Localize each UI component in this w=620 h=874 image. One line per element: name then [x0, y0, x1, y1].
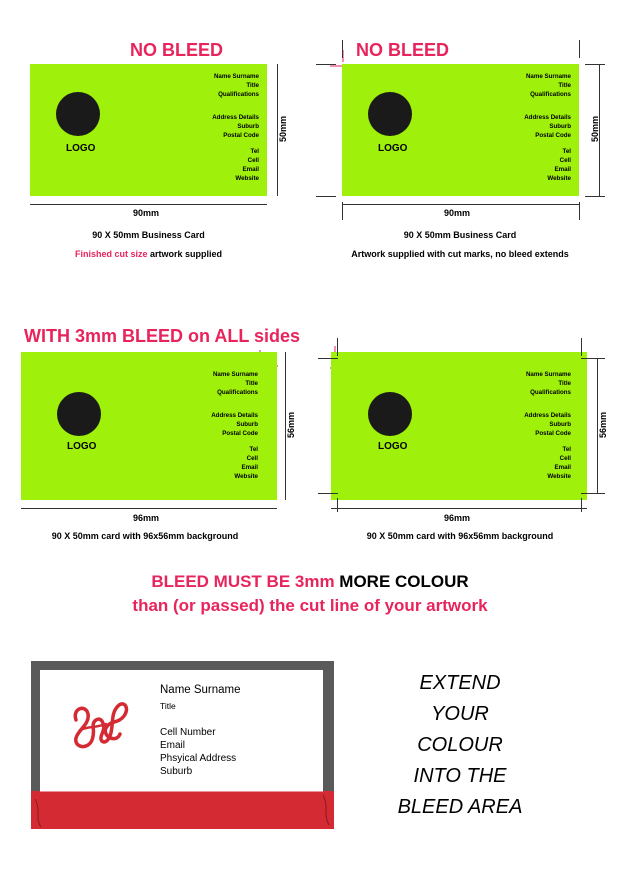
card-tel: Tel	[250, 148, 259, 155]
cut-mark	[585, 64, 605, 65]
card-qualifications: Qualifications	[218, 91, 259, 98]
height-label-56: 56mm	[286, 411, 297, 439]
width-label-96: 96mm	[444, 513, 471, 523]
cut-mark	[318, 358, 338, 359]
card-suburb: Suburb	[237, 123, 259, 130]
extend-line3: COLOUR	[417, 734, 503, 756]
height-label-50: 50mm	[278, 115, 289, 143]
caption-card2-line1: 90 X 50mm Business Card	[403, 230, 517, 240]
logo-label: LOGO	[378, 441, 408, 452]
cut-mark	[581, 338, 582, 356]
height-label-50: 50mm	[590, 115, 601, 143]
sample-cell: Cell Number	[160, 727, 216, 738]
sample-address: Phsyical Address	[160, 753, 237, 764]
caption-card1-line2: Finished cut size artwork supplied	[74, 249, 223, 259]
width-dimension-line	[21, 508, 277, 509]
business-card-no-bleed	[30, 64, 267, 196]
cut-mark	[337, 338, 338, 356]
sample-card-frame	[31, 661, 334, 829]
cut-mark	[337, 498, 338, 512]
no-bleed-heading-1: NO BLEED	[130, 40, 224, 60]
bleed-rule-pink: BLEED MUST BE 3mm	[151, 572, 340, 591]
card-postal: Postal Code	[223, 132, 259, 139]
cut-mark	[581, 358, 605, 359]
cut-mark	[581, 493, 605, 494]
extend-line5: BLEED AREA	[397, 796, 523, 818]
bleed-rule-line1	[0, 572, 620, 592]
caption-card2-line2: Artwork supplied with cut marks, no bleed extends	[351, 249, 569, 259]
logo-circle-icon	[368, 392, 412, 436]
width-label-90: 90mm	[133, 208, 160, 218]
logo-circle-icon	[57, 392, 101, 436]
business-card-with-bleed	[21, 352, 277, 500]
card-details: Name Surname Title Qualifications Address Details Suburb Postal Code Tel Cell Email Website	[211, 371, 258, 480]
card-name: Name Surname	[213, 73, 259, 80]
cut-mark	[342, 40, 343, 58]
card-address: Address Details	[212, 114, 259, 121]
cut-mark	[579, 202, 580, 220]
sample-email: Email	[160, 740, 186, 751]
logo-label: LOGO	[66, 143, 96, 154]
caption-card4: 90 X 50mm card with 96x56mm background	[366, 531, 554, 541]
width-label-90: 90mm	[444, 208, 471, 218]
cut-mark	[316, 64, 336, 65]
logo-circle-icon	[56, 92, 100, 136]
sample-name: Name Surname	[160, 684, 241, 696]
bleed-rule-black: MORE COLOUR	[339, 572, 469, 591]
card-title: Title	[246, 82, 259, 89]
card-cell: Cell	[247, 157, 259, 164]
business-card-cut-marks	[342, 64, 579, 196]
sample-suburb: Suburb	[160, 766, 193, 777]
logo-circle-icon	[368, 92, 412, 136]
caption-finished-cut-size: Finished cut size	[74, 249, 148, 259]
width-label-96: 96mm	[133, 513, 160, 523]
card-website: Website	[235, 175, 259, 182]
bleed-edge-decoration	[31, 789, 334, 829]
card-email: Email	[242, 166, 259, 173]
bleed-rule-line2: than (or passed) the cut line of your artwork	[132, 596, 488, 615]
cut-mark	[581, 498, 582, 512]
caption-card3: 90 X 50mm card with 96x56mm background	[51, 531, 239, 541]
sample-title: Title	[160, 701, 176, 711]
extend-line1: EXTEND	[419, 672, 501, 694]
width-dimension-line	[331, 508, 587, 509]
extend-line4: INTO THE	[413, 765, 507, 787]
cut-mark	[585, 196, 605, 197]
height-label-56: 56mm	[598, 411, 609, 439]
card-details: Name Surname Title Qualifications Address Details Suburb Postal Code Tel Cell Email Website	[524, 371, 571, 480]
width-dimension-line	[30, 204, 267, 205]
with-bleed-heading: WITH 3mm BLEED on ALL sides	[24, 326, 301, 346]
logo-label: LOGO	[378, 143, 408, 154]
card-details	[212, 72, 259, 183]
no-bleed-heading-2: NO BLEED	[356, 40, 450, 60]
caption-card1-line1: 90 X 50mm Business Card	[92, 230, 205, 240]
cut-mark	[318, 493, 338, 494]
logo-label: LOGO	[67, 441, 97, 452]
extend-line2: YOUR	[431, 703, 489, 725]
extend-instruction	[370, 668, 550, 823]
business-card-bleed-cut-marks	[331, 352, 587, 500]
width-dimension-line	[342, 204, 579, 205]
cut-mark	[316, 196, 336, 197]
signature-logo-icon	[66, 690, 132, 758]
cut-mark	[579, 40, 580, 58]
card-details: Name Surname Title Qualifications Address Details Suburb Postal Code Tel Cell Email Website	[524, 73, 571, 182]
